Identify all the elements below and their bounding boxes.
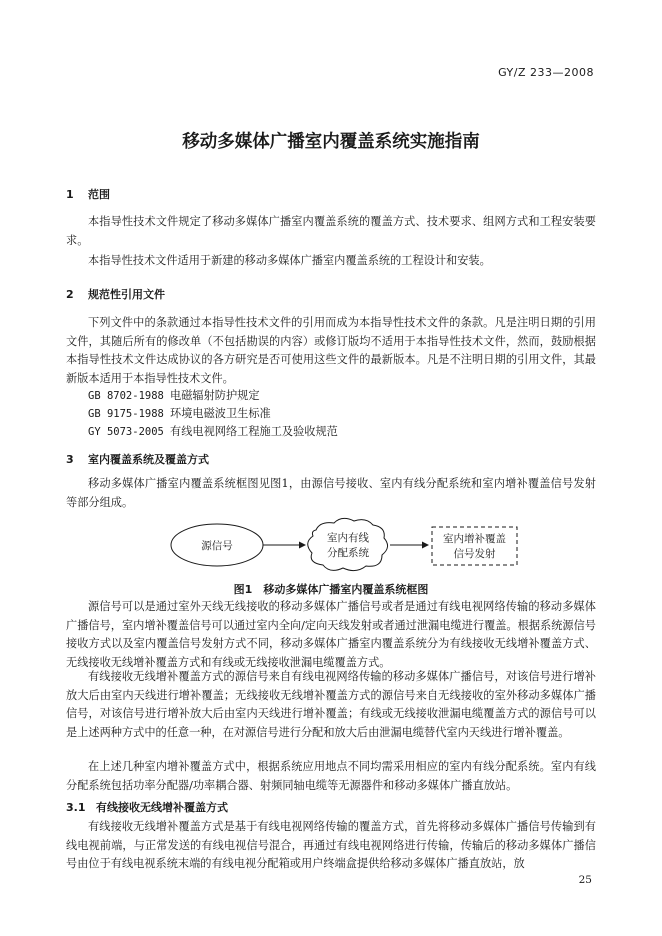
system-intro-paragraph: 移动多媒体广播室内覆盖系统框图见图1，由源信号接收、室内有线分配系统和室内增补覆盖信号发射等部分组成。	[66, 477, 596, 509]
reference-code: GB 9175-1988	[88, 408, 164, 420]
system-paragraph-3: 在上述几种室内增补覆盖方式中，根据系统应用地点不同均需采用相应的室内有线分配系统。室内有线分配系统包括功率分配器/功率耦合器、射频同轴电缆等无源器件和移动多媒体广播直放站。	[66, 760, 596, 792]
distribution-label-line1: 室内有线	[327, 532, 369, 544]
section-title: 范围	[88, 188, 110, 201]
scope-paragraph-1: 本指导性技术文件规定了移动多媒体广播室内覆盖系统的覆盖方式、技术要求、组网方式和工程安装要求。	[66, 215, 596, 247]
distribution-cloud	[308, 518, 388, 570]
subsection-3-1-paragraph: 有线接收无线增补覆盖方式是基于有线电视网络传输的覆盖方式，首先将移动多媒体广播信号传输到有线电视前端，与正常发送的有线电视信号混合，再通过有线电视网络进行传输，传输后的移动多媒体广播信号由位于有线电视系统末端的有线电视分配箱或用户终端盒提供给移动多媒体广播直放站，放	[66, 820, 596, 871]
subsection-number: 3.1	[66, 801, 86, 814]
refs-intro-paragraph: 下列文件中的条款通过本指导性技术文件的引用而成为本指导性技术文件的条款。凡是注明日期的引用文件，其随后所有的修改单（不包括勘误的内容）或修订版均不适用于本指导性技术文件，然而，鼓励根据本指导性技术文件达成协议的各方研究是否可使用这些文件的最新版本。凡是不注明日期的引用文件，其最新版本适用于本指导性技术文件。	[66, 316, 596, 385]
section-2-heading	[66, 286, 165, 302]
reference-item	[88, 405, 271, 423]
figure-caption: 图1 移动多媒体广播室内覆盖系统框图	[233, 583, 429, 596]
system-block-diagram	[0, 508, 662, 578]
section-3-heading	[66, 451, 209, 467]
subsection-title: 有线接收无线增补覆盖方式	[96, 801, 228, 814]
section-number: 3	[66, 453, 74, 466]
reference-name: 环境电磁波卫生标准	[170, 407, 271, 420]
section-number: 1	[66, 188, 74, 201]
distribution-label-line2: 分配系统	[327, 547, 369, 559]
subsection-3-1-heading	[66, 799, 228, 815]
supplement-label-line1: 室内增补覆盖	[443, 533, 506, 545]
system-paragraph-2: 有线接收无线增补覆盖方式的源信号来自有线电视网络传输的移动多媒体广播信号，对该信号进行增补放大后由室内天线进行增补覆盖；无线接收无线增补覆盖方式的源信号来自无线接收的室外移动多媒体广播信号，对该信号进行增补放大后由室内天线进行增补覆盖；有线或无线接收泄漏电缆覆盖方式的源信号可以是上述两种方式中的任意一种，在对源信号进行分配和放大后由泄漏电缆替代室内天线进行增补覆盖。	[66, 670, 596, 739]
system-paragraph-1: 源信号可以是通过室外天线无线接收的移动多媒体广播信号或者是通过有线电视网络传输的移动多媒体广播信号，室内增补覆盖信号可以通过室内全向/定向天线发射或者通过泄漏电缆进行覆盖。根据系统源信号接收方式以及室内覆盖信号发射方式不同，移动多媒体广播室内覆盖系统分为有线接收无线增补覆盖方式、无线接收无线增补覆盖方式和有线或无线接收泄漏电缆覆盖方式。	[66, 600, 596, 669]
section-title: 室内覆盖系统及覆盖方式	[88, 453, 209, 466]
page-title: 移动多媒体广播室内覆盖系统实施指南	[182, 132, 480, 152]
section-1-heading	[66, 186, 110, 202]
standard-number: GY/Z 233—2008	[498, 66, 594, 79]
scope-paragraph-2: 本指导性技术文件适用于新建的移动多媒体广播室内覆盖系统的工程设计和安装。	[88, 254, 491, 267]
reference-name: 电磁辐射防护规定	[170, 389, 260, 402]
reference-name: 有线电视网络工程施工及验收规范	[170, 425, 338, 438]
page-number: 25	[578, 874, 592, 886]
section-title: 规范性引用文件	[88, 288, 165, 301]
source-signal-label: 源信号	[201, 540, 233, 552]
reference-code: GB 8702-1988	[88, 390, 164, 402]
reference-code: GY 5073-2005	[88, 426, 164, 438]
section-number: 2	[66, 288, 74, 301]
reference-item	[88, 423, 338, 441]
reference-item	[88, 387, 260, 405]
supplement-label-line2: 信号发射	[453, 548, 496, 560]
